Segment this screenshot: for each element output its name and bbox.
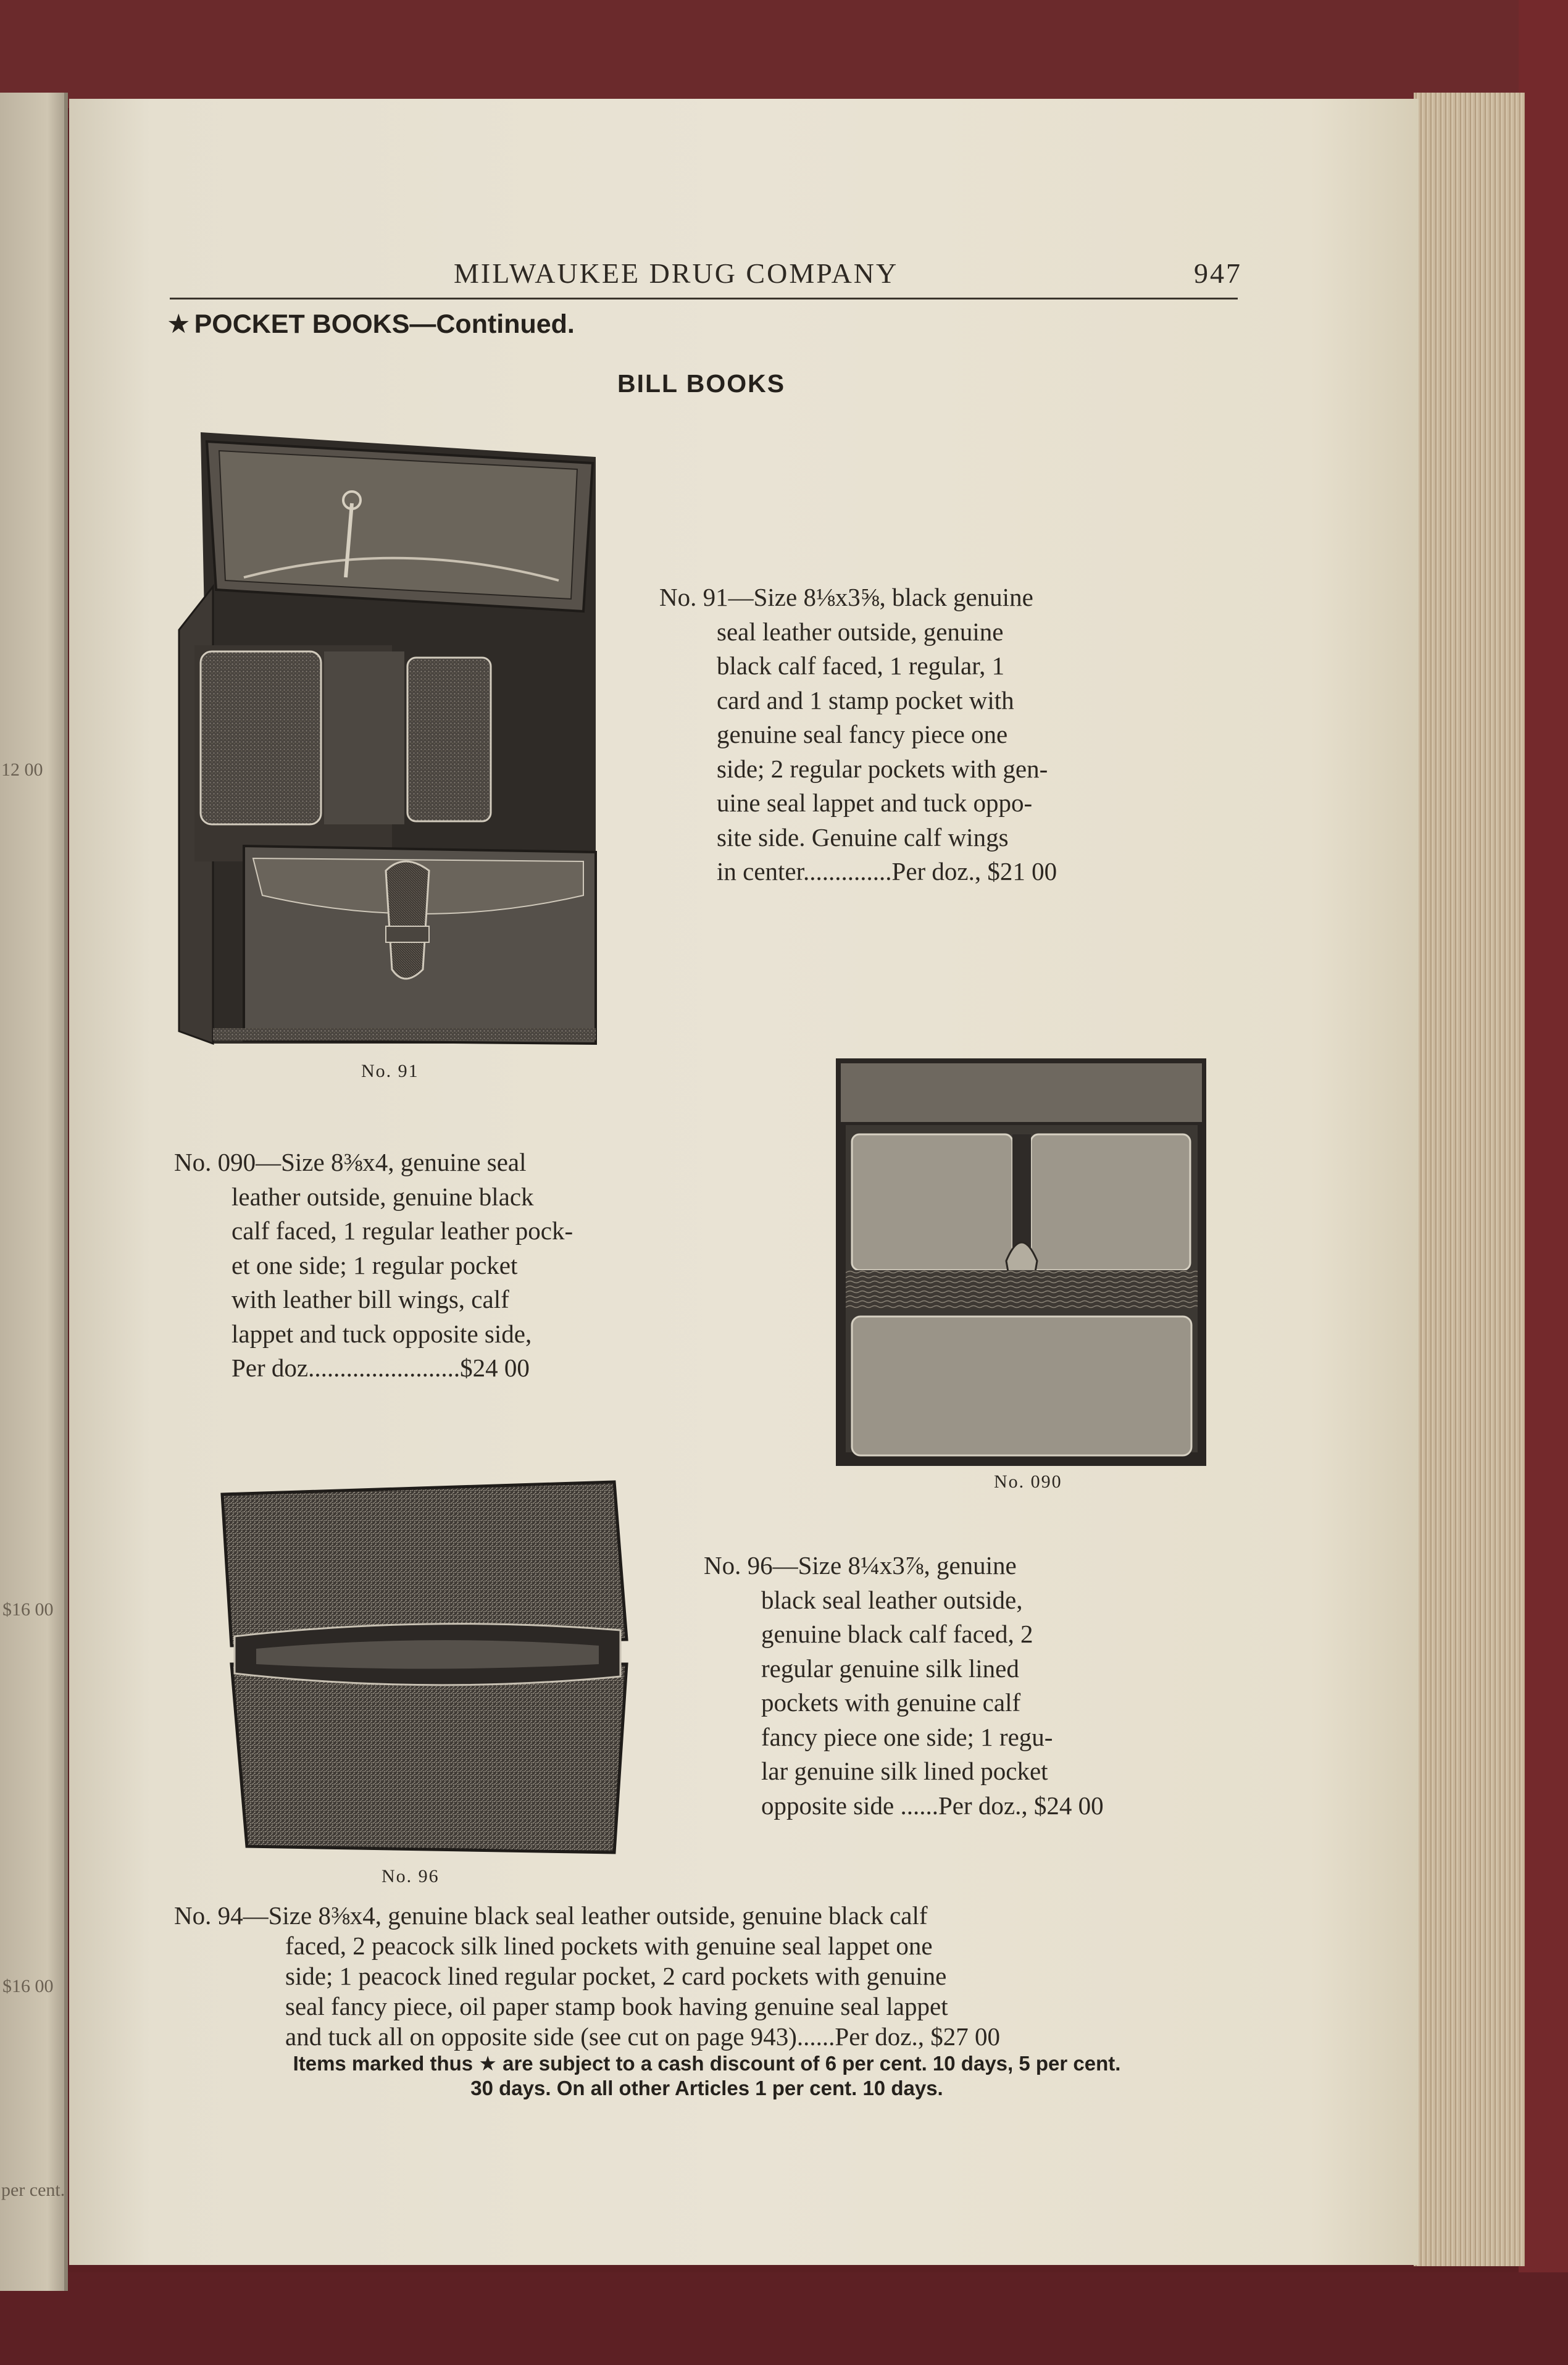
caption-no-96: No. 96 [382, 1866, 440, 1886]
facing-page-edge [0, 93, 68, 2291]
description-line: et one side; 1 regular pocket [231, 1250, 518, 1279]
description-line: card and 1 stamp pocket with [717, 685, 1014, 714]
item-94-description [174, 1901, 1248, 2052]
page-number: 947 [1194, 257, 1242, 289]
description-line: No. 090—Size 8⅜x4, genuine seal [174, 1148, 527, 1176]
item-96-description [704, 1549, 1241, 1823]
description-line: side; 2 regular pockets with gen- [717, 754, 1048, 783]
running-header-company: MILWAUKEE DRUG COMPANY [454, 257, 899, 289]
item-090-description [174, 1145, 773, 1386]
description-line: black calf faced, 1 regular, 1 [717, 651, 1005, 680]
description-line: lappet and tuck opposite side, [231, 1319, 532, 1348]
page-gutter [64, 93, 68, 2291]
description-price-line: in center..............Per doz., $21 00 [717, 857, 1057, 885]
discount-note-line: 30 days. On all other Articles 1 per cent. 10 days. [470, 2077, 943, 2099]
description-line: side; 1 peacock lined regular pocket, 2 card pockets with genuine [285, 1962, 947, 1990]
description-line: seal leather outside, genuine [717, 617, 1004, 646]
discount-note [167, 2051, 1247, 2101]
left-page-fragment: per cent. [1, 2180, 65, 2200]
description-line: leather outside, genuine black [231, 1182, 534, 1211]
left-page-fragment: $16 00 [2, 1599, 54, 1620]
discount-note-line: Items marked thus ★ are subject to a cash discount of 6 per cent. 10 days, 5 per cent. [293, 2052, 1121, 2075]
description-line: No. 96—Size 8¼x3⅞, genuine [704, 1551, 1017, 1580]
description-line: genuine black calf faced, 2 [761, 1620, 1033, 1648]
item-91-description [659, 580, 1240, 889]
book-cover-top [0, 0, 1568, 108]
header-rule [170, 298, 1238, 299]
description-line: uine seal lappet and tuck oppo- [717, 789, 1033, 817]
description-line: regular genuine silk lined [761, 1654, 1019, 1683]
description-line: faced, 2 peacock silk lined pockets with genuine seal lappet one [285, 1932, 933, 1960]
description-line: black seal leather outside, [761, 1585, 1023, 1614]
star-icon: ★ [167, 309, 191, 339]
description-line: genuine seal fancy piece one [717, 720, 1008, 748]
section-title [167, 309, 575, 340]
bill-book-090-illustration [835, 1057, 1208, 1468]
section-title-text: POCKET BOOKS—Continued. [194, 309, 575, 339]
bill-book-91-illustration [176, 426, 602, 1050]
bill-book-96-illustration [219, 1479, 633, 1859]
description-line: lar genuine silk lined pocket [761, 1757, 1048, 1785]
book-cover-bottom [0, 2272, 1568, 2365]
description-price-line: and tuck all on opposite side (see cut on page 943)......Per doz., $27 00 [285, 2022, 1000, 2051]
page-stack-edge [1414, 93, 1525, 2266]
description-line: pockets with genuine calf [761, 1688, 1021, 1717]
book-cover-right [1519, 0, 1568, 2365]
caption-no-91: No. 91 [361, 1061, 419, 1081]
description-line: No. 94—Size 8⅜x4, genuine black seal leather outside, genuine black calf [174, 1901, 928, 1930]
description-line: No. 91—Size 8⅛x3⅝, black genuine [659, 583, 1033, 611]
description-price-line: Per doz........................$24 00 [231, 1354, 530, 1382]
description-line: site side. Genuine calf wings [717, 823, 1009, 852]
description-line: fancy piece one side; 1 regu- [761, 1722, 1053, 1751]
left-page-fragment: 12 00 [1, 760, 43, 780]
description-line: seal fancy piece, oil paper stamp book having genuine seal lappet [285, 1992, 948, 2020]
caption-no-090: No. 090 [994, 1471, 1062, 1492]
section-subtitle: BILL BOOKS [617, 369, 786, 398]
description-line: with leather bill wings, calf [231, 1285, 509, 1313]
left-page-fragment: $16 00 [2, 1976, 54, 1996]
description-price-line: opposite side ......Per doz., $24 00 [761, 1791, 1104, 1820]
description-line: calf faced, 1 regular leather pock- [231, 1216, 573, 1245]
